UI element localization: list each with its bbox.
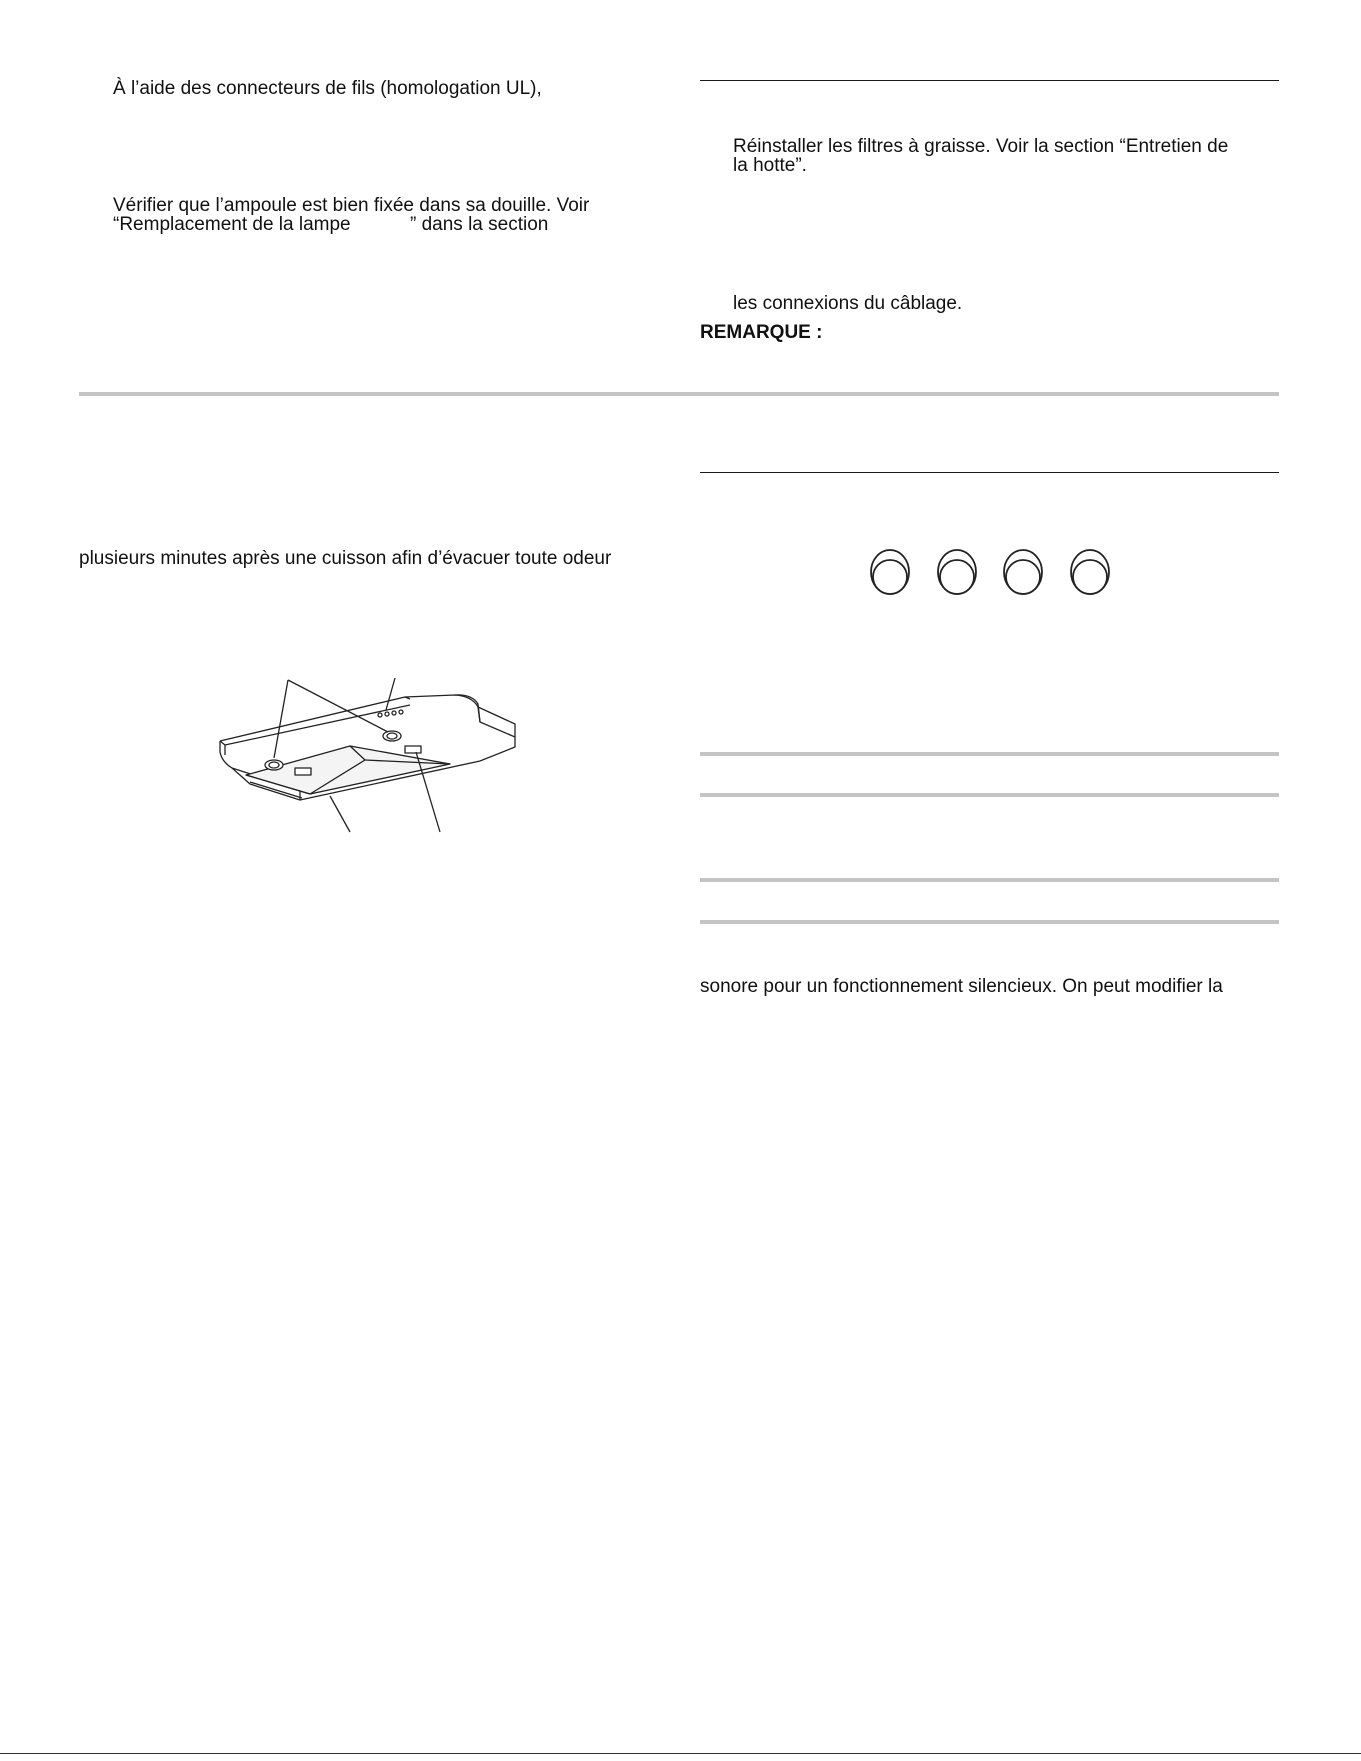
section-divider-right-2 [700, 472, 1279, 473]
bulb-instruction-line-1: Vérifier que l’ampoule est bien fixée dans sa douille. Voir [113, 195, 590, 216]
section-divider-full-width [79, 392, 1279, 396]
section-divider-top-right [700, 80, 1279, 81]
control-button-4 [1071, 550, 1109, 594]
sound-text: sonore pour un fonctionnement silencieux. On peut modifier la [700, 976, 1223, 997]
control-button-3 [1004, 550, 1042, 594]
bulb-instruction-line-2: “Remplacement de la lampe [113, 214, 351, 235]
section-divider-right-6 [700, 920, 1279, 924]
filters-instruction-line-1: Réinstaller les filtres à graisse. Voir la section “Entretien de [733, 136, 1229, 157]
control-button-2 [938, 550, 976, 594]
connectors-instruction: À l’aide des connecteurs de fils (homologation UL), [113, 78, 542, 99]
ventilation-text: plusieurs minutes après une cuisson afin d’évacuer toute odeur [79, 548, 612, 569]
control-button-1 [871, 550, 909, 594]
note-label: REMARQUE : [700, 322, 823, 343]
page-footer-line [0, 1753, 1361, 1754]
filters-instruction-line-2: la hotte”. [733, 155, 807, 176]
wiring-instruction: les connexions du câblage. [733, 293, 963, 314]
bulb-instruction-line-3: ” dans la section [410, 214, 549, 235]
section-divider-right-4 [700, 793, 1279, 797]
section-divider-right-3 [700, 752, 1279, 756]
range-hood-illustration [210, 672, 530, 840]
section-divider-right-5 [700, 878, 1279, 882]
control-buttons-illustration [860, 545, 1120, 603]
